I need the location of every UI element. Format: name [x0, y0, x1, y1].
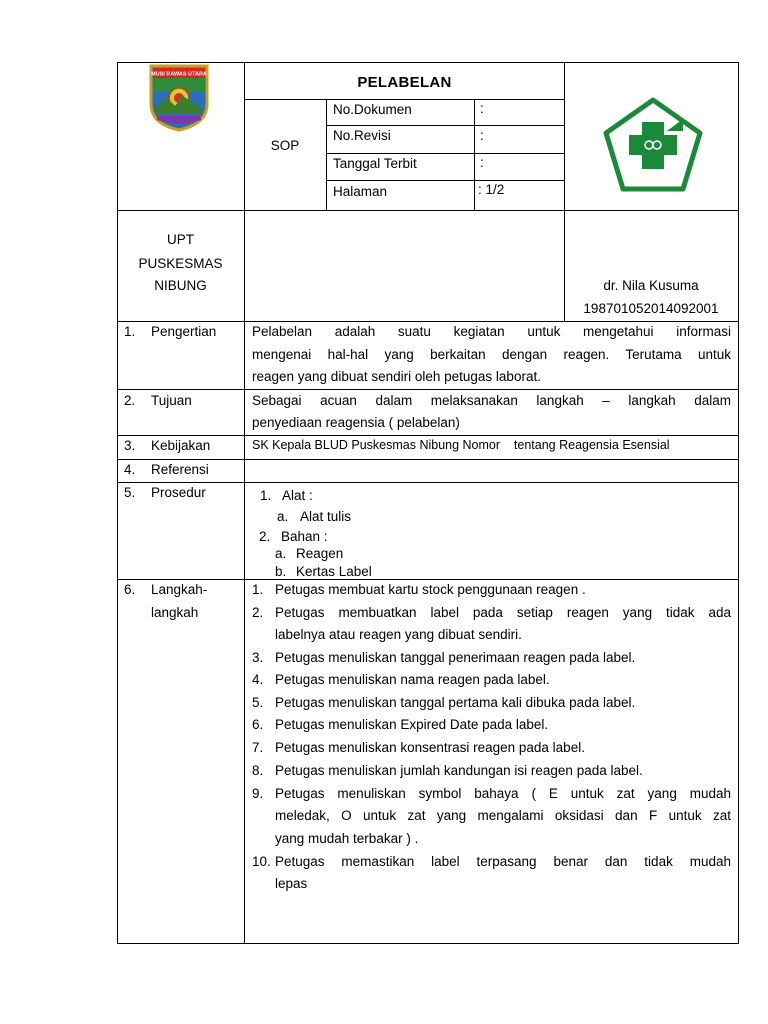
section-label-langkah-1: Langkah- [151, 582, 208, 597]
document-title: PELABELAN [357, 74, 452, 91]
meta-value-no-revisi: : [480, 128, 484, 143]
section-num-tujuan: 2. [124, 393, 136, 408]
step-num: 2. [252, 605, 264, 620]
prosedur-alat: Alat : [282, 488, 313, 503]
step-line: lepas [275, 876, 308, 891]
section-num-referensi: 4. [124, 462, 136, 477]
prosedur-alat-a-num: a. [277, 509, 289, 524]
pengertian-line-2: mengenai hal-hal yang berkaitan dengan reagen. Terutama untuk [252, 347, 731, 362]
pengertian-line-3: reagen yang dibuat sendiri oleh petugas laborat. [252, 369, 541, 384]
signer-nip: 198701052014092001 [583, 301, 719, 316]
section-label-pengertian: Pengertian [151, 324, 217, 339]
step-num: 8. [252, 763, 264, 778]
section-num-langkah: 6. [124, 582, 136, 597]
kebijakan-text: SK Kepala BLUD Puskesmas Nibung Nomor tentang Reagensia Esensial [252, 438, 670, 452]
step-line: Petugas membuatkan label pada setiap reagen yang tidak ada [275, 605, 731, 620]
step-line: Petugas memastikan label terpasang benar dan tidak mudah [275, 854, 731, 869]
meta-label-tanggal-terbit: Tanggal Terbit [333, 156, 417, 171]
step-line: Petugas menuliskan symbol bahaya ( E untuk zat yang mudah [275, 786, 731, 801]
sop-label: SOP [270, 138, 300, 153]
section-num-prosedur: 5. [124, 485, 136, 500]
logo-banner-text: MUSI RAWAS UTARA [151, 71, 207, 78]
section-label-langkah-2: langkah [151, 605, 199, 620]
tujuan-line-2: penyediaan reagensia ( pelabelan) [252, 415, 460, 430]
step-num: 10. [252, 854, 271, 869]
prosedur-bahan-b-num: b. [275, 564, 287, 579]
section-num-kebijakan: 3. [124, 438, 136, 453]
step-num: 9. [252, 786, 264, 801]
unit-line-2: PUSKESMAS [138, 256, 223, 271]
tujuan-line-1: Sebagai acuan dalam melaksanakan langkah – langkah dalam [252, 393, 731, 408]
prosedur-bahan-b: Kertas Label [296, 564, 372, 579]
step-line: Petugas menuliskan tanggal pertama kali dibuka pada label. [275, 695, 636, 710]
step-num: 3. [252, 650, 264, 665]
step-line: meledak, O untuk zat yang mengalami oksidasi dan F untuk zat [275, 808, 731, 823]
step-line: Petugas membuat kartu stock penggunaan reagen . [275, 582, 586, 597]
step-num: 1. [252, 582, 264, 597]
step-num: 4. [252, 672, 264, 687]
step-line: labelnya atau reagen yang dibuat sendiri. [275, 627, 522, 642]
section-label-referensi: Referensi [151, 462, 209, 477]
step-num: 7. [252, 740, 264, 755]
section-label-tujuan: Tujuan [151, 393, 192, 408]
meta-value-no-dokumen: : [480, 101, 484, 116]
step-line: Petugas menuliskan nama reagen pada label. [275, 672, 550, 687]
step-line: Petugas menuliskan konsentrasi reagen pada label. [275, 740, 585, 755]
step-num: 6. [252, 717, 264, 732]
unit-line-1: UPT [167, 232, 194, 247]
prosedur-bahan: Bahan : [281, 529, 328, 544]
prosedur-alat-a: Alat tulis [300, 509, 352, 524]
puskesmas-logo-icon [601, 97, 705, 193]
meta-label-no-dokumen: No.Dokumen [333, 102, 412, 117]
step-num: 5. [252, 695, 264, 710]
step-line: yang mudah terbakar ) . [275, 831, 419, 846]
prosedur-bahan-a-num: a. [275, 546, 287, 561]
section-num-pengertian: 1. [124, 324, 136, 339]
step-line: Petugas menuliskan jumlah kandungan isi reagen pada label. [275, 763, 643, 778]
meta-label-halaman: Halaman [333, 184, 388, 199]
signer-name: dr. Nila Kusuma [603, 278, 699, 293]
prosedur-bahan-num: 2. [259, 529, 271, 544]
section-label-prosedur: Prosedur [151, 485, 206, 500]
section-label-kebijakan: Kebijakan [151, 438, 211, 453]
step-line: Petugas menuliskan Expired Date pada label. [275, 717, 549, 732]
meta-value-halaman: : 1/2 [478, 182, 505, 197]
meta-label-no-revisi: No.Revisi [333, 128, 391, 143]
prosedur-bahan-a: Reagen [296, 546, 344, 561]
pengertian-line-1: Pelabelan adalah suatu kegiatan untuk mengetahui informasi [252, 324, 731, 339]
meta-value-tanggal-terbit: : [480, 155, 484, 170]
regency-logo [149, 64, 209, 132]
prosedur-alat-num: 1. [260, 488, 272, 503]
step-line: Petugas menuliskan tanggal penerimaan reagen pada label. [275, 650, 636, 665]
unit-line-3: NIBUNG [154, 278, 207, 293]
